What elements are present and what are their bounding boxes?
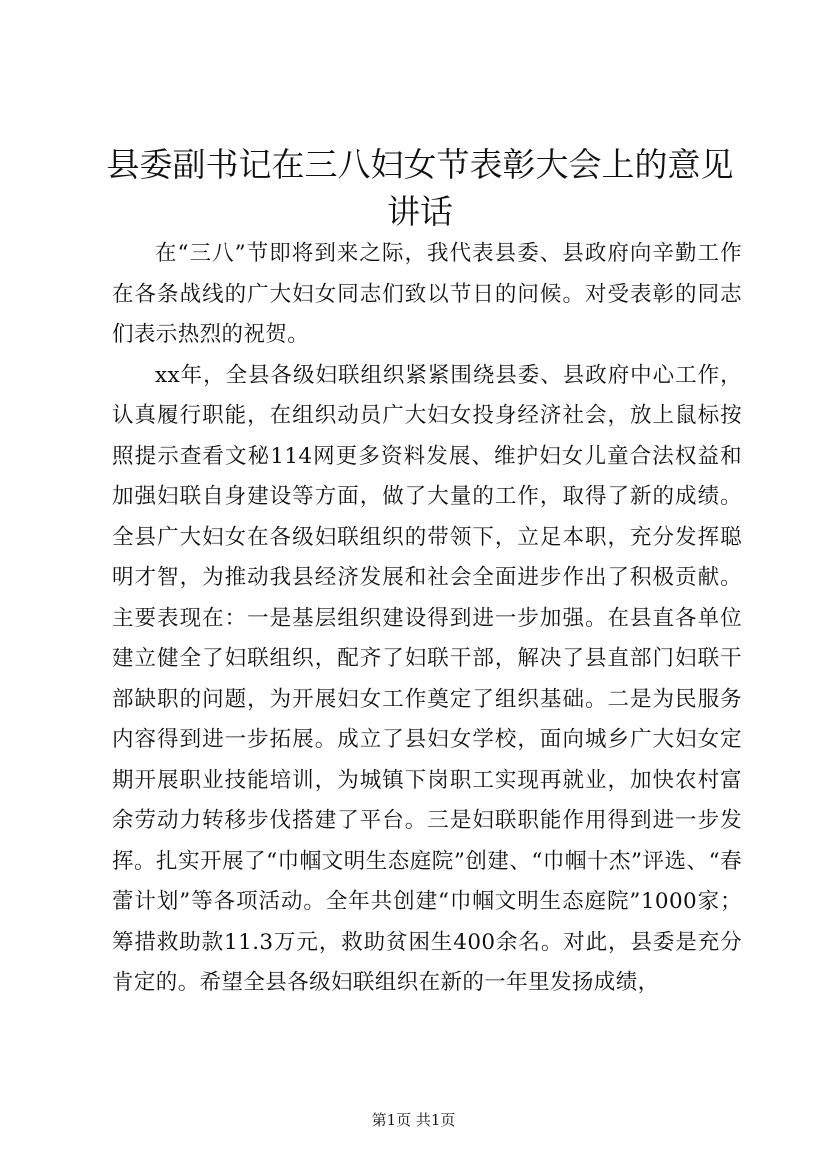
page-footer: 第1页 共1页 <box>371 1111 456 1129</box>
paragraph-1: 在“三八”节即将到来之际，我代表县委、县政府向辛勤工作在各条战线的广大妇女同志们致以节日的问候。对受表彰的同志们表示热烈的祝贺。 <box>112 241 742 347</box>
paragraph-2: xx年，全县各级妇联组织紧紧围绕县委、县政府中心工作，认真履行职能，在组织动员广大妇女投身经济社会，放上鼠标按照提示查看文秘114网更多资料发展、维护妇女儿童合法权益和加强妇联自身建设等方面，做了大量的工作，取得了新的成绩。全县广大妇女在各级妇联组织的带领下，立足本职，充分发挥聪明才智，为推动我县经济发展和社会全面进步作出了积极贡献。主要表现在：一是基层组织建设得到进一步加强。在县直各单位建立健全了妇联组织，配齐了妇联干部，解决了县直部门妇联干部缺职的问题，为开展妇女工作奠定了组织基础。二是为民服务内容得到进一步拓展。成立了县妇女学校，面向城乡广大妇女定期开展职业技能培训，为城镇下岗职工实现再就业，加快农村富余劳动力转移步伐搭建了平台。三是妇联职能作用得到进一步发挥。扎实开展了“巾帼文明生态庭院”创建、“巾帼十杰”评选、“春蕾计划”等各项活动。全年共创建“巾帼文明生态庭院”1000家；筹措救助款11.3万元，救助贫困生400余名。对此，县委是充分肯定的。希望全县各级妇联组织在新的一年里发扬成绩， <box>112 362 742 995</box>
document-title: 县委副书记在三八妇女节表彰大会上的意见讲话 <box>106 145 734 231</box>
document-body <box>112 234 742 1004</box>
